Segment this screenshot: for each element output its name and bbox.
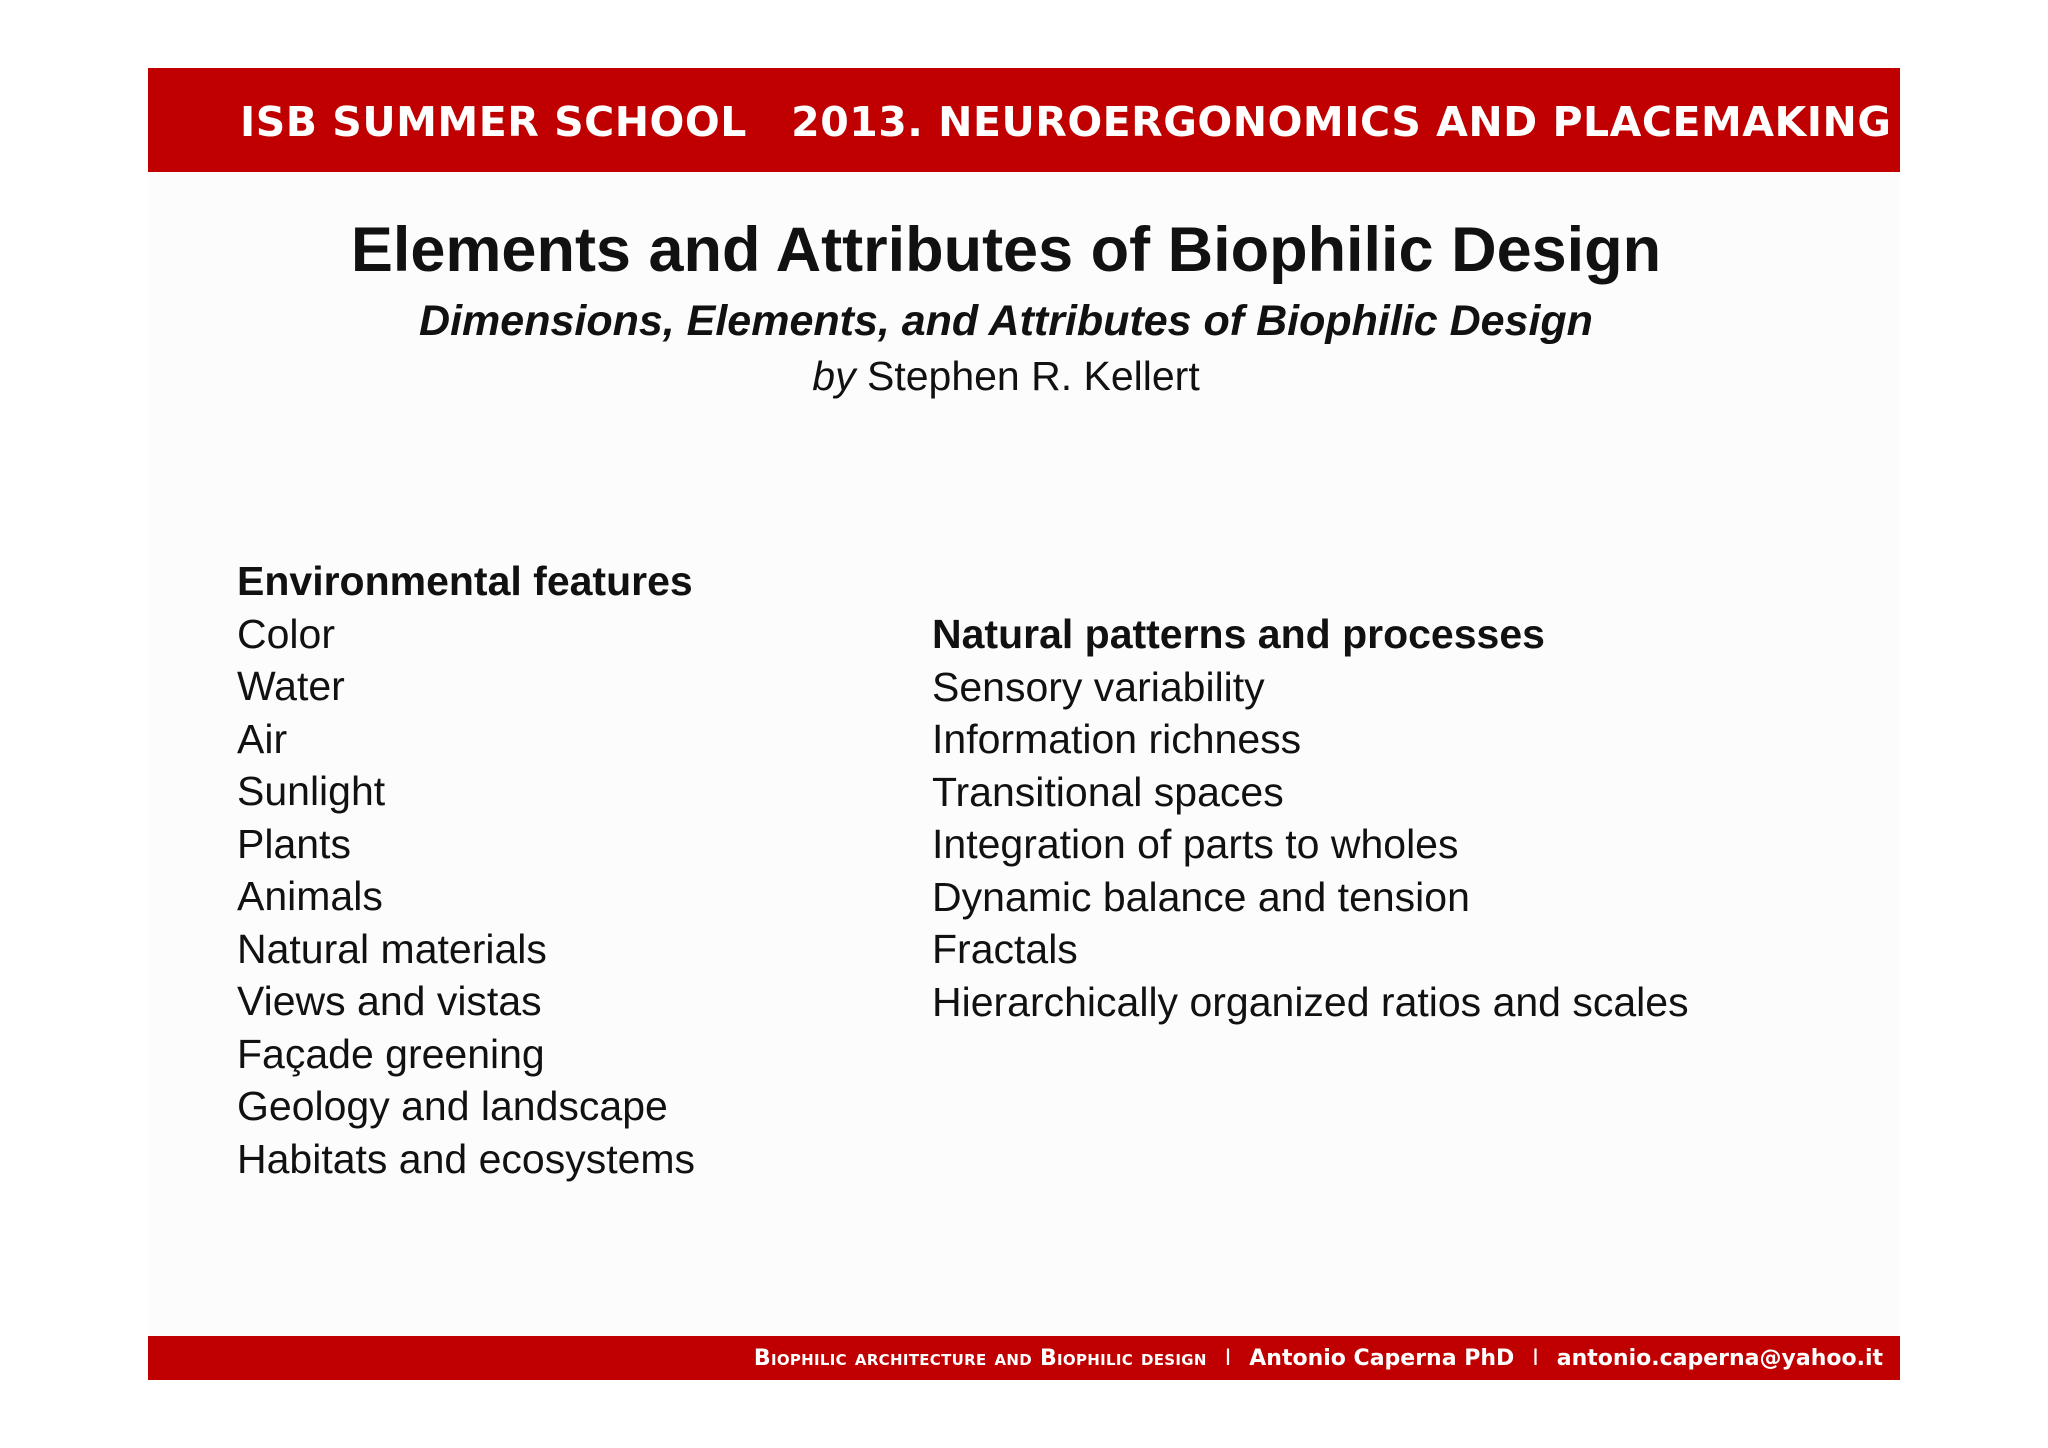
list-item: Hierarchically organized ratios and scales xyxy=(932,978,1689,1025)
list-item: Integration of parts to wholes xyxy=(932,821,1459,867)
natural-patterns-heading: Natural patterns and processes xyxy=(932,611,1545,657)
list-item: Façade greening xyxy=(237,1030,545,1077)
footer-text xyxy=(754,1343,1883,1375)
list-item: Geology and landscape xyxy=(237,1083,668,1129)
list-item: Air xyxy=(237,715,288,762)
list-item: Natural materials xyxy=(237,925,547,972)
list-item: Information richness xyxy=(932,716,1302,762)
footer-author: Antonio Caperna PhD xyxy=(1249,1346,1515,1371)
list-item: Transitional spaces xyxy=(932,768,1284,815)
slide-title: Elements and Attributes of Biophilic Design xyxy=(350,215,1662,285)
list-item: Color xyxy=(237,610,335,657)
list-item: Views and vistas xyxy=(237,978,542,1024)
slide-subtitle: Dimensions, Elements, and Attributes of Biophilic Design xyxy=(419,297,1593,345)
list-item: Sensory variability xyxy=(932,663,1265,710)
list-item: Sunlight xyxy=(237,768,386,814)
list-item: Dynamic balance and tension xyxy=(932,873,1470,920)
environmental-features-list xyxy=(237,555,695,1185)
list-item: Animals xyxy=(237,873,383,919)
author-line xyxy=(130,350,1882,402)
list-item: Plants xyxy=(237,820,351,867)
author-name: Stephen R. Kellert xyxy=(866,353,1200,399)
natural-patterns-list xyxy=(932,608,1689,1028)
list-item: Habitats and ecosystems xyxy=(237,1135,696,1182)
list-item: Water xyxy=(237,663,345,709)
author-prefix: by xyxy=(812,353,856,399)
environmental-features-heading: Environmental features xyxy=(237,558,693,604)
footer-email: antonio.caperna@yahoo.it xyxy=(1556,1346,1883,1371)
footer-course: Biophilic architecture and Biophilic design xyxy=(753,1346,1207,1371)
list-item: Fractals xyxy=(932,926,1078,972)
footer-separator: I xyxy=(1532,1346,1539,1371)
header-banner-text: ISB SUMMER SCHOOL 2013. NEUROERGONOMICS AND PLACEMAKING xyxy=(240,98,1892,146)
footer-separator: I xyxy=(1224,1346,1232,1371)
